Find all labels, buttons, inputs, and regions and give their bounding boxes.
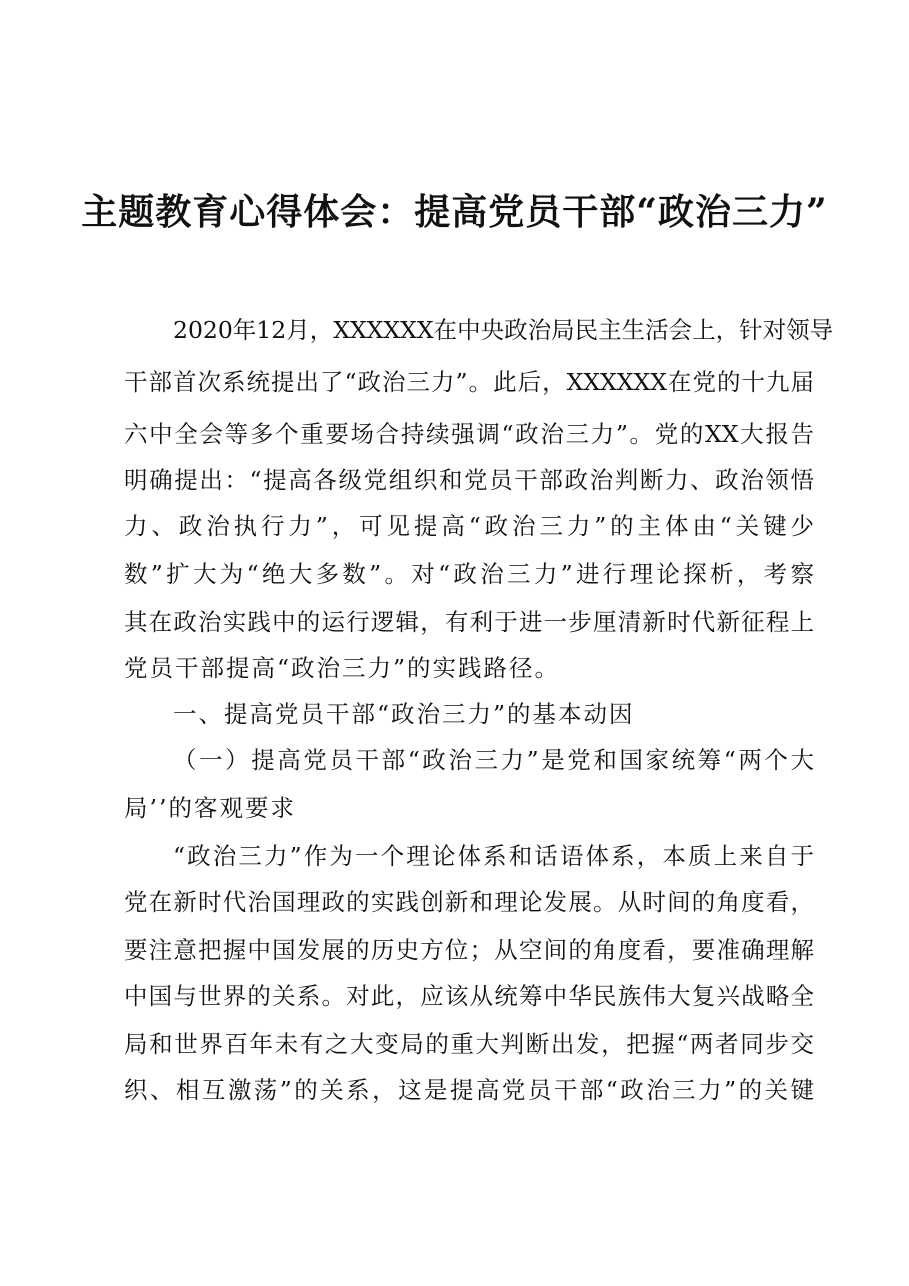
paragraph-line: 六中全会等多个重要场合持续强调“政治三力”。党的XX大报告: [124, 420, 814, 448]
paragraph-line: 织、相互激荡”的关系，这是提高党员干部“政治三力”的关键: [124, 1076, 814, 1104]
subsection-heading-line: 局’’的客观要求: [124, 794, 296, 822]
section-heading: 一、提高党员干部“政治三力”的基本动因: [173, 700, 635, 728]
paragraph-line: 力、政治执行力”，可见提高“政治三力”的主体由“关键少: [124, 512, 814, 540]
paragraph-line: “政治三力”作为一个理论体系和话语体系，本质上来自于: [173, 842, 814, 870]
document-title: 主题教育心得体会：提高党员干部“政治三力”: [81, 191, 828, 233]
paragraph-line: 要注意把握中国发展的历史方位；从空间的角度看，要准确理解: [124, 936, 814, 964]
paragraph-line: 2020年12月，XXXXXX在中央政治局民主生活会上，针对领导: [173, 316, 834, 344]
paragraph-line: 中国与世界的关系。对此，应该从统筹中华民族伟大复兴战略全: [124, 982, 814, 1010]
paragraph-line: 数”扩大为“绝大多数”。对“政治三力”进行理论探析，考察: [124, 560, 814, 588]
subsection-heading-line: （一）提高党员干部“政治三力”是党和国家统筹“两个大: [173, 746, 814, 774]
paragraph-line: 明确提出：“提高各级党组织和党员干部政治判断力、政治领悟: [124, 466, 814, 494]
paragraph-line: 党员干部提高“政治三力”的实践路径。: [124, 654, 561, 682]
paragraph-line: 局和世界百年未有之大变局的重大判断出发，把握“两者同步交: [124, 1030, 814, 1058]
paragraph-line: 干部首次系统提出了“政治三力”。此后，XXXXXX在党的十九届: [124, 368, 814, 396]
paragraph-line: 党在新时代治国理政的实践创新和理论发展。从时间的角度看，: [124, 888, 814, 916]
paragraph-line: 其在政治实践中的运行逻辑，有利于进一步厘清新时代新征程上: [124, 608, 814, 636]
